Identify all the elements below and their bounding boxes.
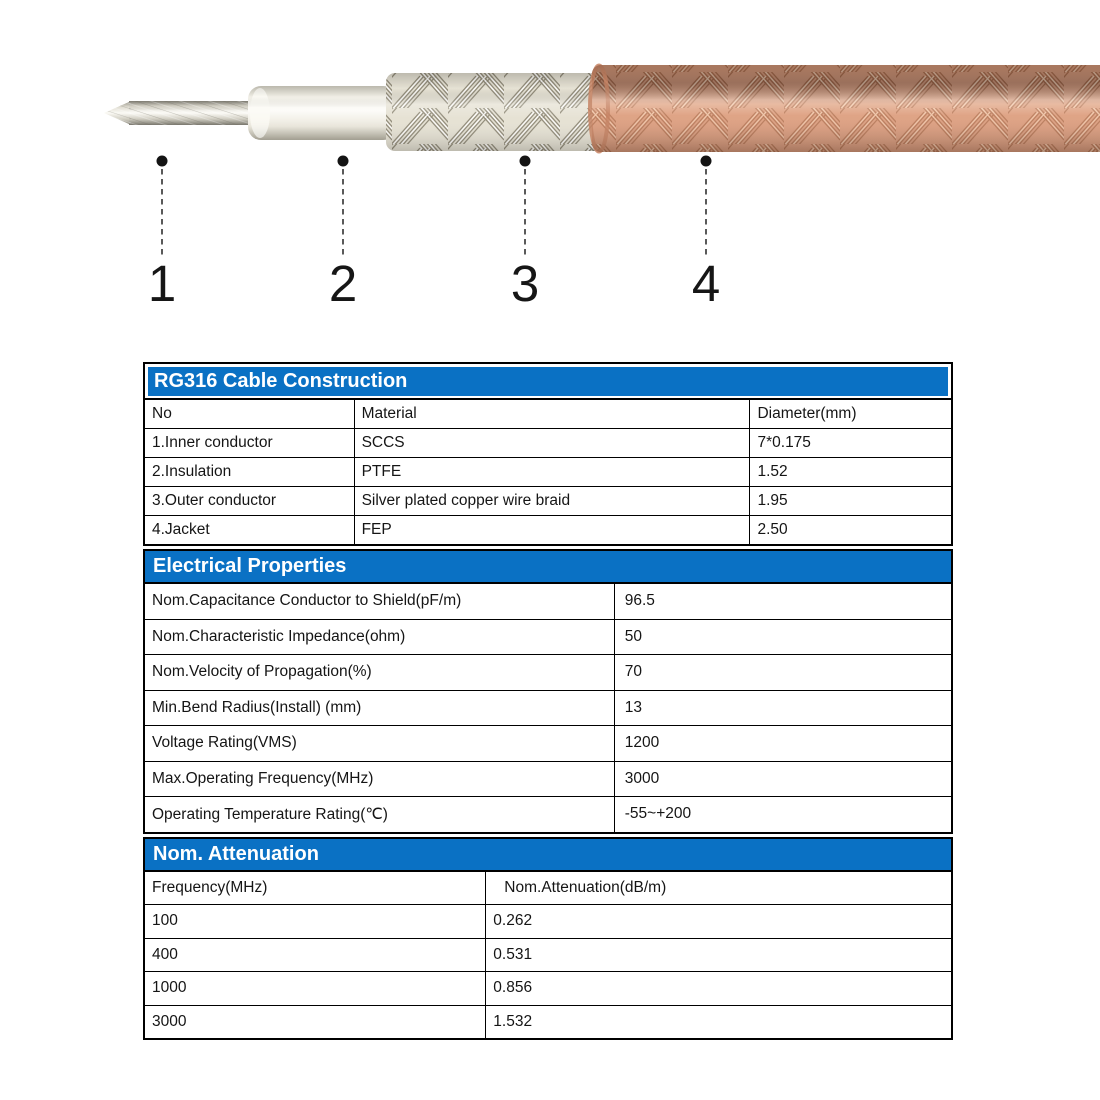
- spec-tables: [143, 362, 953, 1043]
- inner-conductor-layer: [104, 101, 261, 125]
- table-header-row: [144, 399, 952, 429]
- table-cell: 3.Outer conductor: [144, 487, 354, 516]
- table-cell: PTFE: [354, 458, 750, 487]
- table-row: [144, 458, 952, 487]
- callout-number-2: 2: [328, 255, 358, 312]
- table-cell: 0.856: [486, 972, 952, 1006]
- table-row: [144, 972, 952, 1006]
- col-header-material: Material: [354, 399, 750, 429]
- table-cell: 1.95: [750, 487, 952, 516]
- callout-line-4: [701, 156, 712, 257]
- construction-header-frame: [143, 362, 953, 398]
- property-label: Operating Temperature Rating(℃): [144, 797, 614, 833]
- property-label: Nom.Capacitance Conductor to Shield(pF/m): [144, 583, 614, 619]
- col-header-attenuation: Nom.Attenuation(dB/m): [486, 871, 952, 905]
- callout-line-3: [520, 156, 531, 257]
- property-value: 96.5: [614, 583, 952, 619]
- table-cell: 0.531: [486, 938, 952, 972]
- property-value: 50: [614, 619, 952, 655]
- table-cell: 1000: [144, 972, 486, 1006]
- callout-number-1: 1: [147, 255, 177, 312]
- table-cell: FEP: [354, 516, 750, 546]
- insulation-layer: [248, 86, 396, 140]
- table-cell: 400: [144, 938, 486, 972]
- col-header-diameter: Diameter(mm): [750, 399, 952, 429]
- table-row: [144, 429, 952, 458]
- property-label: Nom.Velocity of Propagation(%): [144, 655, 614, 691]
- outer-conductor-braid-layer: [386, 73, 616, 151]
- table-row: [144, 797, 952, 833]
- property-label: Voltage Rating(VMS): [144, 726, 614, 762]
- property-value: 1200: [614, 726, 952, 762]
- attenuation-table: [143, 870, 953, 1041]
- table-header-row: [144, 871, 952, 905]
- callout-number-4: 4: [691, 255, 721, 312]
- table-cell: 1.Inner conductor: [144, 429, 354, 458]
- table-cell: 2.Insulation: [144, 458, 354, 487]
- table-cell: SCCS: [354, 429, 750, 458]
- callout-line-2: [338, 156, 349, 257]
- table-row: [144, 690, 952, 726]
- callout-markers: [157, 156, 712, 257]
- table-cell: 100: [144, 905, 486, 939]
- property-value: 3000: [614, 761, 952, 797]
- table-cell: Silver plated copper wire braid: [354, 487, 750, 516]
- table-row: [144, 655, 952, 691]
- table-cell: 1.52: [750, 458, 952, 487]
- table-cell: 3000: [144, 1005, 486, 1039]
- property-label: Min.Bend Radius(Install) (mm): [144, 690, 614, 726]
- electrical-section: [143, 549, 953, 834]
- table-row: [144, 905, 952, 939]
- property-value: 13: [614, 690, 952, 726]
- cable-figure: [0, 0, 1100, 335]
- table-cell: 2.50: [750, 516, 952, 546]
- property-label: Nom.Characteristic Impedance(ohm): [144, 619, 614, 655]
- construction-table: [143, 398, 953, 546]
- construction-section: [143, 362, 953, 546]
- table-row: [144, 726, 952, 762]
- col-header-no: No: [144, 399, 354, 429]
- table-row: [144, 583, 952, 619]
- table-cell: 7*0.175: [750, 429, 952, 458]
- table-row: [144, 938, 952, 972]
- table-row: [144, 1005, 952, 1039]
- table-row: [144, 516, 952, 546]
- property-label: Max.Operating Frequency(MHz): [144, 761, 614, 797]
- property-value: 70: [614, 655, 952, 691]
- table-cell: 1.532: [486, 1005, 952, 1039]
- section-title-construction: RG316 Cable Construction: [148, 367, 948, 396]
- col-header-frequency: Frequency(MHz): [144, 871, 486, 905]
- jacket-layer: [590, 65, 1100, 152]
- table-cell: 0.262: [486, 905, 952, 939]
- table-row: [144, 619, 952, 655]
- callout-number-3: 3: [510, 255, 540, 312]
- attenuation-section: [143, 837, 953, 1041]
- callout-line-1: [157, 156, 168, 257]
- section-title-attenuation: Nom. Attenuation: [143, 837, 953, 870]
- property-value: -55~+200: [614, 797, 952, 833]
- section-title-electrical: Electrical Properties: [143, 549, 953, 582]
- table-row: [144, 761, 952, 797]
- table-row: [144, 487, 952, 516]
- table-cell: 4.Jacket: [144, 516, 354, 546]
- electrical-table: [143, 582, 953, 834]
